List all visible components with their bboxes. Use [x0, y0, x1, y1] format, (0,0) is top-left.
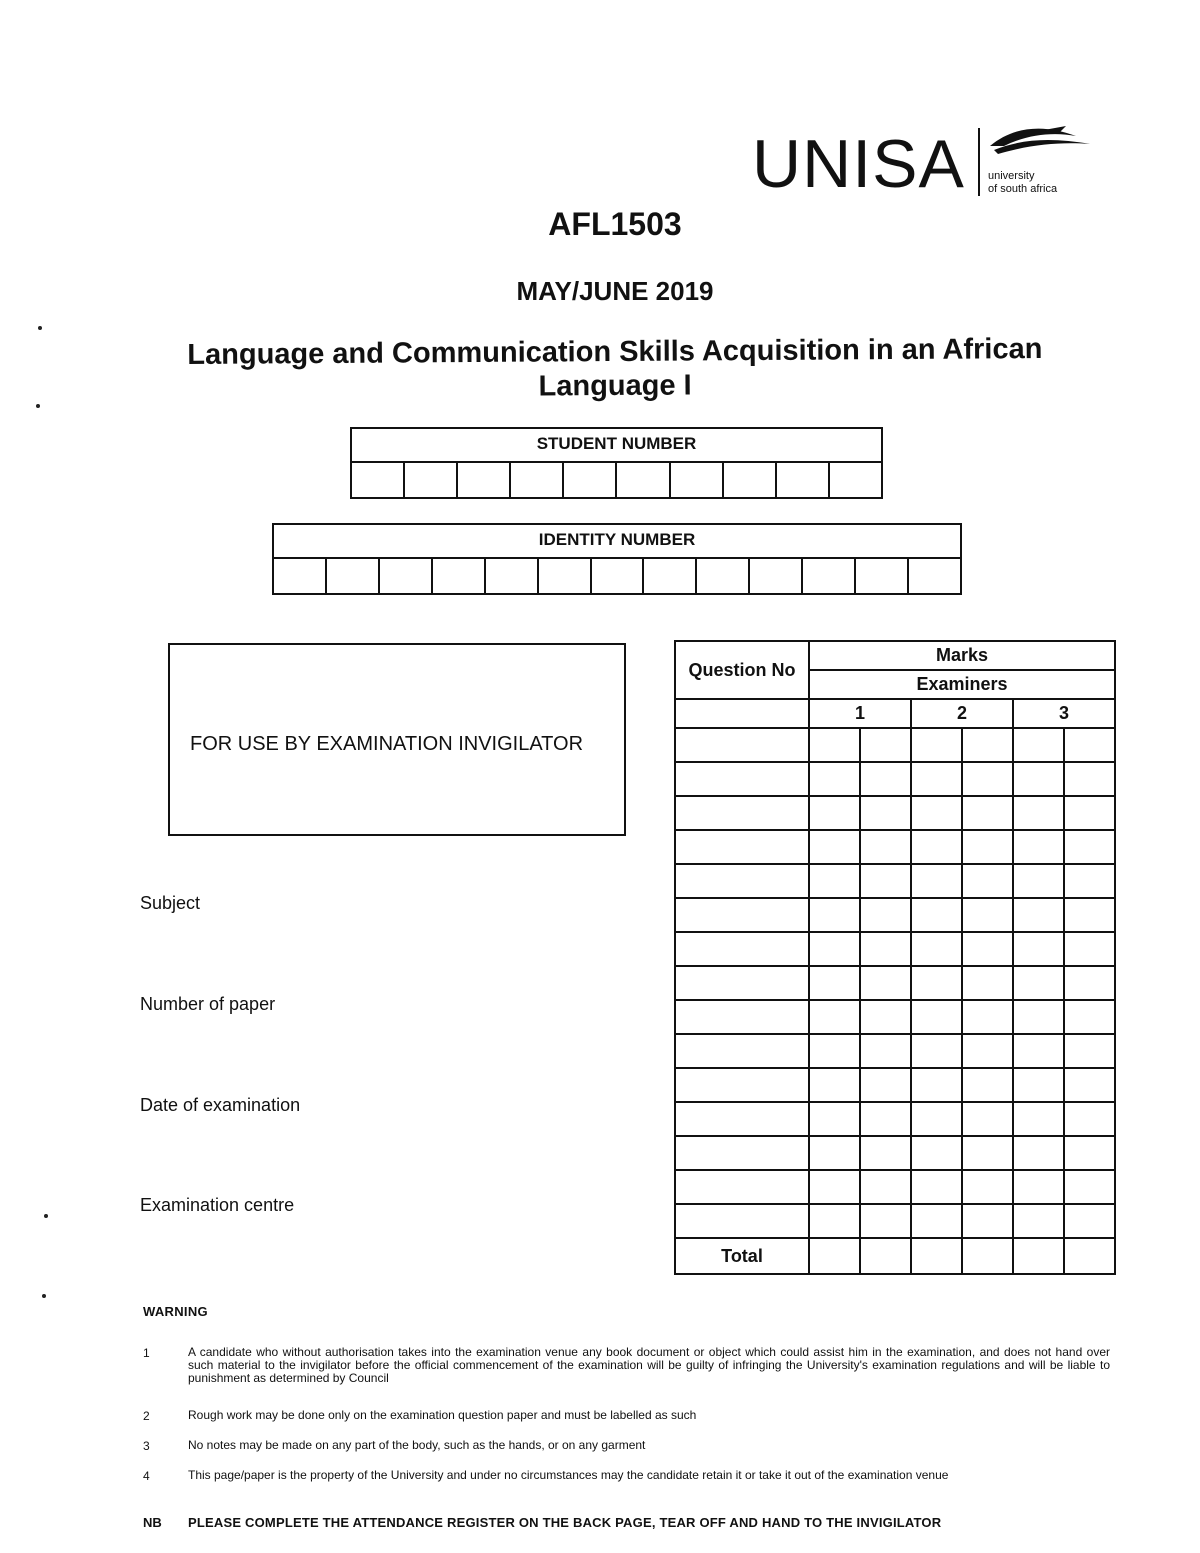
- warning-item-3-number: 3: [143, 1439, 150, 1453]
- mark-cell[interactable]: [911, 1170, 962, 1204]
- warning-item-4-number: 4: [143, 1469, 150, 1483]
- question-no-cell[interactable]: [675, 1000, 809, 1034]
- mark-cell[interactable]: [860, 762, 911, 796]
- question-no-cell[interactable]: [675, 1068, 809, 1102]
- mark-cell[interactable]: [962, 1000, 1013, 1034]
- logo-bird-icon: [984, 124, 1094, 164]
- warning-item-2-text: Rough work may be done only on the examination question paper and must be labelled as such: [188, 1408, 697, 1422]
- mark-cell[interactable]: [962, 1204, 1013, 1238]
- mark-cell[interactable]: [911, 1102, 962, 1136]
- warning-item-2-number: 2: [143, 1409, 150, 1423]
- mark-cell[interactable]: [962, 830, 1013, 864]
- warning-heading: WARNING: [143, 1304, 208, 1319]
- question-no-cell[interactable]: [675, 898, 809, 932]
- mark-cell[interactable]: [860, 1204, 911, 1238]
- mark-cell[interactable]: [809, 796, 860, 830]
- mark-cell[interactable]: [1064, 1102, 1115, 1136]
- mark-cell[interactable]: [809, 1170, 860, 1204]
- mark-cell[interactable]: [1064, 1136, 1115, 1170]
- student-number-cell[interactable]: [671, 463, 724, 499]
- mark-cell[interactable]: [1013, 898, 1064, 932]
- student-number-cell[interactable]: [511, 463, 564, 499]
- question-no-cell[interactable]: [675, 762, 809, 796]
- identity-number-cell[interactable]: [592, 559, 645, 595]
- question-no-cell[interactable]: [675, 966, 809, 1000]
- table-row: [675, 1034, 1115, 1068]
- mark-cell[interactable]: [911, 1000, 962, 1034]
- mark-cell[interactable]: [1013, 966, 1064, 1000]
- table-row: [675, 1170, 1115, 1204]
- subject-label: Subject: [140, 893, 201, 913]
- mark-cell[interactable]: [962, 932, 1013, 966]
- mark-cell[interactable]: [1064, 1204, 1115, 1238]
- mark-cell[interactable]: [911, 1034, 962, 1068]
- unisa-logo: [752, 122, 1097, 202]
- warning-item-1-text: A candidate who without authorisation takes into the examination venue any book document or object which could assist him in the examination, and does not hand over such material to the invigilator before the official commencement of the examination will be guilty of infringing the University's examination regulations and will be liable to punishment as determined by Council: [188, 1345, 1110, 1385]
- marks-table: [674, 640, 1116, 1275]
- mark-cell[interactable]: [860, 830, 911, 864]
- nb-label: NB: [143, 1515, 162, 1530]
- mark-cell[interactable]: [911, 898, 962, 932]
- mark-cell[interactable]: [809, 1136, 860, 1170]
- mark-cell[interactable]: [962, 1068, 1013, 1102]
- student-number-box: [350, 427, 883, 499]
- mark-cell[interactable]: [809, 1034, 860, 1068]
- mark-cell[interactable]: [1013, 1170, 1064, 1204]
- student-number-cell[interactable]: [724, 463, 777, 499]
- mark-cell[interactable]: [1013, 796, 1064, 830]
- table-row: [675, 1204, 1115, 1238]
- mark-cell[interactable]: [809, 728, 860, 762]
- question-no-header: Question No: [675, 641, 809, 699]
- question-no-cell[interactable]: [675, 1204, 809, 1238]
- paper-title: [160, 332, 1070, 406]
- mark-cell[interactable]: [1064, 1000, 1115, 1034]
- identity-number-label: IDENTITY NUMBER: [274, 525, 960, 559]
- identity-number-cell[interactable]: [380, 559, 433, 595]
- identity-number-cell[interactable]: [803, 559, 856, 595]
- mark-cell[interactable]: [809, 966, 860, 1000]
- logo-tagline-2: of south africa: [988, 183, 1058, 195]
- total-mark-cell[interactable]: [911, 1238, 962, 1274]
- mark-cell[interactable]: [860, 898, 911, 932]
- mark-cell[interactable]: [962, 1170, 1013, 1204]
- mark-cell[interactable]: [860, 796, 911, 830]
- identity-number-cell[interactable]: [697, 559, 750, 595]
- question-no-cell[interactable]: [675, 796, 809, 830]
- total-mark-cell[interactable]: [860, 1238, 911, 1274]
- mark-cell[interactable]: [911, 864, 962, 898]
- student-number-cell[interactable]: [458, 463, 511, 499]
- mark-cell[interactable]: [809, 830, 860, 864]
- table-row: [675, 864, 1115, 898]
- logo-wordmark: UNISA: [752, 126, 965, 202]
- paper-title-line-2: Language I: [538, 369, 692, 403]
- mark-cell[interactable]: [962, 1102, 1013, 1136]
- table-row: [675, 728, 1115, 762]
- mark-cell[interactable]: [1013, 1102, 1064, 1136]
- mark-cell[interactable]: [1064, 796, 1115, 830]
- total-row: [675, 1238, 1115, 1274]
- mark-cell[interactable]: [911, 796, 962, 830]
- student-number-cell[interactable]: [617, 463, 670, 499]
- mark-cell[interactable]: [1013, 830, 1064, 864]
- mark-cell[interactable]: [1013, 728, 1064, 762]
- warning-item-3-text: No notes may be made on any part of the body, such as the hands, or on any garment: [188, 1438, 646, 1452]
- question-no-cell[interactable]: [675, 1034, 809, 1068]
- mark-cell[interactable]: [911, 1136, 962, 1170]
- table-row: [675, 932, 1115, 966]
- table-row: [675, 1136, 1115, 1170]
- mark-cell[interactable]: [962, 728, 1013, 762]
- table-row: [675, 1000, 1115, 1034]
- mark-cell[interactable]: [962, 796, 1013, 830]
- examiner-2-header: 2: [911, 699, 1013, 728]
- mark-cell[interactable]: [809, 898, 860, 932]
- mark-cell[interactable]: [962, 1136, 1013, 1170]
- identity-number-box: [272, 523, 962, 595]
- examiner-3-header: 3: [1013, 699, 1115, 728]
- question-no-cell[interactable]: [675, 728, 809, 762]
- exam-session: MAY/JUNE 2019: [516, 276, 714, 306]
- identity-number-cell[interactable]: [486, 559, 539, 595]
- mark-cell[interactable]: [809, 864, 860, 898]
- identity-number-cell[interactable]: [856, 559, 909, 595]
- total-mark-cell[interactable]: [809, 1238, 860, 1274]
- mark-cell[interactable]: [911, 762, 962, 796]
- mark-cell[interactable]: [1013, 762, 1064, 796]
- number-of-paper-label: Number of paper: [140, 994, 276, 1014]
- mark-cell[interactable]: [1013, 864, 1064, 898]
- scan-speck: [44, 1214, 48, 1218]
- examiner-1-header: 1: [809, 699, 911, 728]
- table-row: [675, 1068, 1115, 1102]
- marks-header: Marks: [809, 641, 1115, 670]
- nb-instruction: PLEASE COMPLETE THE ATTENDANCE REGISTER ON THE BACK PAGE, TEAR OFF AND HAND TO THE INVIGILATOR: [188, 1515, 942, 1530]
- mark-cell[interactable]: [1013, 1068, 1064, 1102]
- mark-cell[interactable]: [860, 1000, 911, 1034]
- mark-cell[interactable]: [809, 932, 860, 966]
- question-no-cell[interactable]: [675, 932, 809, 966]
- student-number-cell[interactable]: [405, 463, 458, 499]
- scan-speck: [42, 1294, 46, 1298]
- mark-cell[interactable]: [860, 1136, 911, 1170]
- paper-title-line-1: Language and Communication Skills Acquisition in an African: [187, 333, 1043, 371]
- examiners-header: Examiners: [809, 670, 1115, 699]
- mark-cell[interactable]: [860, 1170, 911, 1204]
- question-no-subheader: [675, 699, 809, 728]
- student-number-cell[interactable]: [352, 463, 405, 499]
- mark-cell[interactable]: [809, 1068, 860, 1102]
- mark-cell[interactable]: [860, 1034, 911, 1068]
- student-number-cell[interactable]: [564, 463, 617, 499]
- mark-cell[interactable]: [1064, 864, 1115, 898]
- warning-item-4-text: This page/paper is the property of the University and under no circumstances may the candidate retain it or take it out of the examination venue: [188, 1468, 949, 1482]
- table-row: [675, 966, 1115, 1000]
- mark-cell[interactable]: [809, 1102, 860, 1136]
- mark-cell[interactable]: [1064, 966, 1115, 1000]
- identity-number-cell[interactable]: [909, 559, 960, 595]
- module-code: AFL1503: [548, 206, 682, 242]
- examination-centre-label: Examination centre: [140, 1195, 295, 1215]
- identity-number-cells: [274, 559, 960, 595]
- mark-cell[interactable]: [809, 1000, 860, 1034]
- mark-cell[interactable]: [962, 864, 1013, 898]
- mark-cell[interactable]: [809, 762, 860, 796]
- mark-cell[interactable]: [911, 1204, 962, 1238]
- question-no-cell[interactable]: [675, 1170, 809, 1204]
- table-row: [675, 796, 1115, 830]
- mark-cell[interactable]: [911, 932, 962, 966]
- mark-cell[interactable]: [1013, 1136, 1064, 1170]
- mark-cell[interactable]: [860, 864, 911, 898]
- logo-tagline-1: university: [988, 170, 1035, 182]
- student-number-label: STUDENT NUMBER: [352, 429, 881, 463]
- student-number-cell[interactable]: [830, 463, 881, 499]
- mark-cell[interactable]: [911, 728, 962, 762]
- mark-cell[interactable]: [1064, 1034, 1115, 1068]
- mark-cell[interactable]: [911, 1068, 962, 1102]
- date-of-examination-label: Date of examination: [140, 1095, 301, 1115]
- mark-cell[interactable]: [860, 932, 911, 966]
- identity-number-cell[interactable]: [327, 559, 380, 595]
- student-number-cells: [352, 463, 881, 499]
- total-mark-cell[interactable]: [962, 1238, 1013, 1274]
- table-row: [675, 830, 1115, 864]
- mark-cell[interactable]: [1064, 1068, 1115, 1102]
- mark-cell[interactable]: [1013, 1204, 1064, 1238]
- mark-cell[interactable]: [1013, 1000, 1064, 1034]
- invigilator-box: [168, 643, 626, 836]
- mark-cell[interactable]: [1064, 932, 1115, 966]
- mark-cell[interactable]: [962, 966, 1013, 1000]
- mark-cell[interactable]: [1013, 1034, 1064, 1068]
- mark-cell[interactable]: [962, 1034, 1013, 1068]
- invigilator-label: FOR USE BY EXAMINATION INVIGILATOR: [190, 733, 584, 755]
- total-mark-cell[interactable]: [1064, 1238, 1115, 1274]
- mark-cell[interactable]: [860, 1068, 911, 1102]
- mark-cell[interactable]: [911, 966, 962, 1000]
- question-no-cell[interactable]: [675, 1136, 809, 1170]
- mark-cell[interactable]: [860, 966, 911, 1000]
- mark-cell[interactable]: [1064, 1170, 1115, 1204]
- scan-speck: [36, 404, 40, 408]
- identity-number-cell[interactable]: [433, 559, 486, 595]
- table-row: [675, 762, 1115, 796]
- warning-item-1-number: 1: [143, 1346, 150, 1360]
- mark-cell[interactable]: [1064, 830, 1115, 864]
- question-no-cell[interactable]: [675, 830, 809, 864]
- student-number-cell[interactable]: [777, 463, 830, 499]
- total-label: Total: [675, 1238, 809, 1274]
- total-mark-cell[interactable]: [1013, 1238, 1064, 1274]
- question-no-cell[interactable]: [675, 1102, 809, 1136]
- identity-number-cell[interactable]: [644, 559, 697, 595]
- logo-divider: [978, 128, 980, 196]
- identity-number-cell[interactable]: [750, 559, 803, 595]
- table-row: [675, 1102, 1115, 1136]
- question-no-cell[interactable]: [675, 864, 809, 898]
- mark-cell[interactable]: [962, 898, 1013, 932]
- mark-cell[interactable]: [1064, 762, 1115, 796]
- mark-cell[interactable]: [860, 728, 911, 762]
- logo-tagline: [988, 170, 1057, 196]
- mark-cell[interactable]: [809, 1204, 860, 1238]
- scan-speck: [38, 326, 42, 330]
- mark-cell[interactable]: [1064, 728, 1115, 762]
- identity-number-cell[interactable]: [274, 559, 327, 595]
- mark-cell[interactable]: [962, 762, 1013, 796]
- mark-cell[interactable]: [1013, 932, 1064, 966]
- mark-cell[interactable]: [911, 830, 962, 864]
- identity-number-cell[interactable]: [539, 559, 592, 595]
- table-row: [675, 898, 1115, 932]
- mark-cell[interactable]: [1064, 898, 1115, 932]
- mark-cell[interactable]: [860, 1102, 911, 1136]
